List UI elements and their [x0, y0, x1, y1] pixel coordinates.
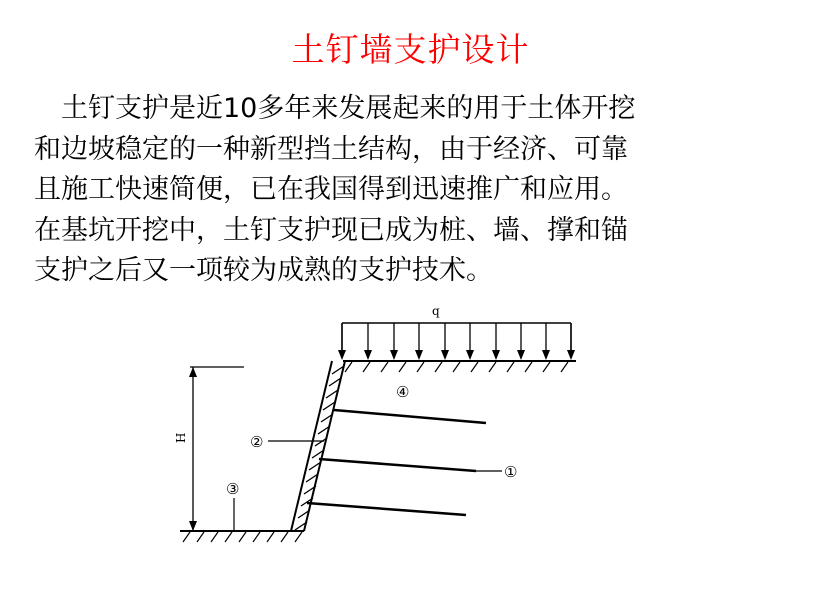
soil-nail	[334, 410, 486, 423]
soil-nail	[307, 503, 466, 515]
surcharge-load	[338, 323, 575, 360]
marker-4: ④	[396, 383, 410, 401]
paragraph-line: 且施工快速简便，已在我国得到迅速推广和应用。	[34, 174, 628, 205]
load-label: q	[432, 304, 440, 318]
paragraph-line: 在基坑开挖中，土钉支护现已成为桩、墙、撑和锚	[34, 214, 628, 246]
slide-title: 土钉墙支护设计	[291, 30, 530, 69]
marker-3: ③	[226, 480, 240, 498]
paragraph-line: 土钉支护是近10多年来发展起来的用于土体开挖	[61, 93, 636, 124]
bottom-ground-hatch	[183, 532, 302, 542]
marker-1: ①	[504, 463, 518, 481]
height-dimension	[190, 367, 244, 531]
soil-nail	[319, 459, 476, 471]
paragraph-line: 和边坡稳定的一种新型挡土结构，由于经济、可靠	[34, 133, 628, 165]
marker-2: ②	[250, 433, 264, 451]
soil-nails	[307, 410, 486, 515]
top-ground-hatch	[345, 362, 568, 372]
height-label: H	[174, 432, 188, 443]
paragraph-line: 支护之后又一项较为成熟的支护技术。	[34, 255, 493, 286]
load-arrows	[342, 323, 571, 352]
